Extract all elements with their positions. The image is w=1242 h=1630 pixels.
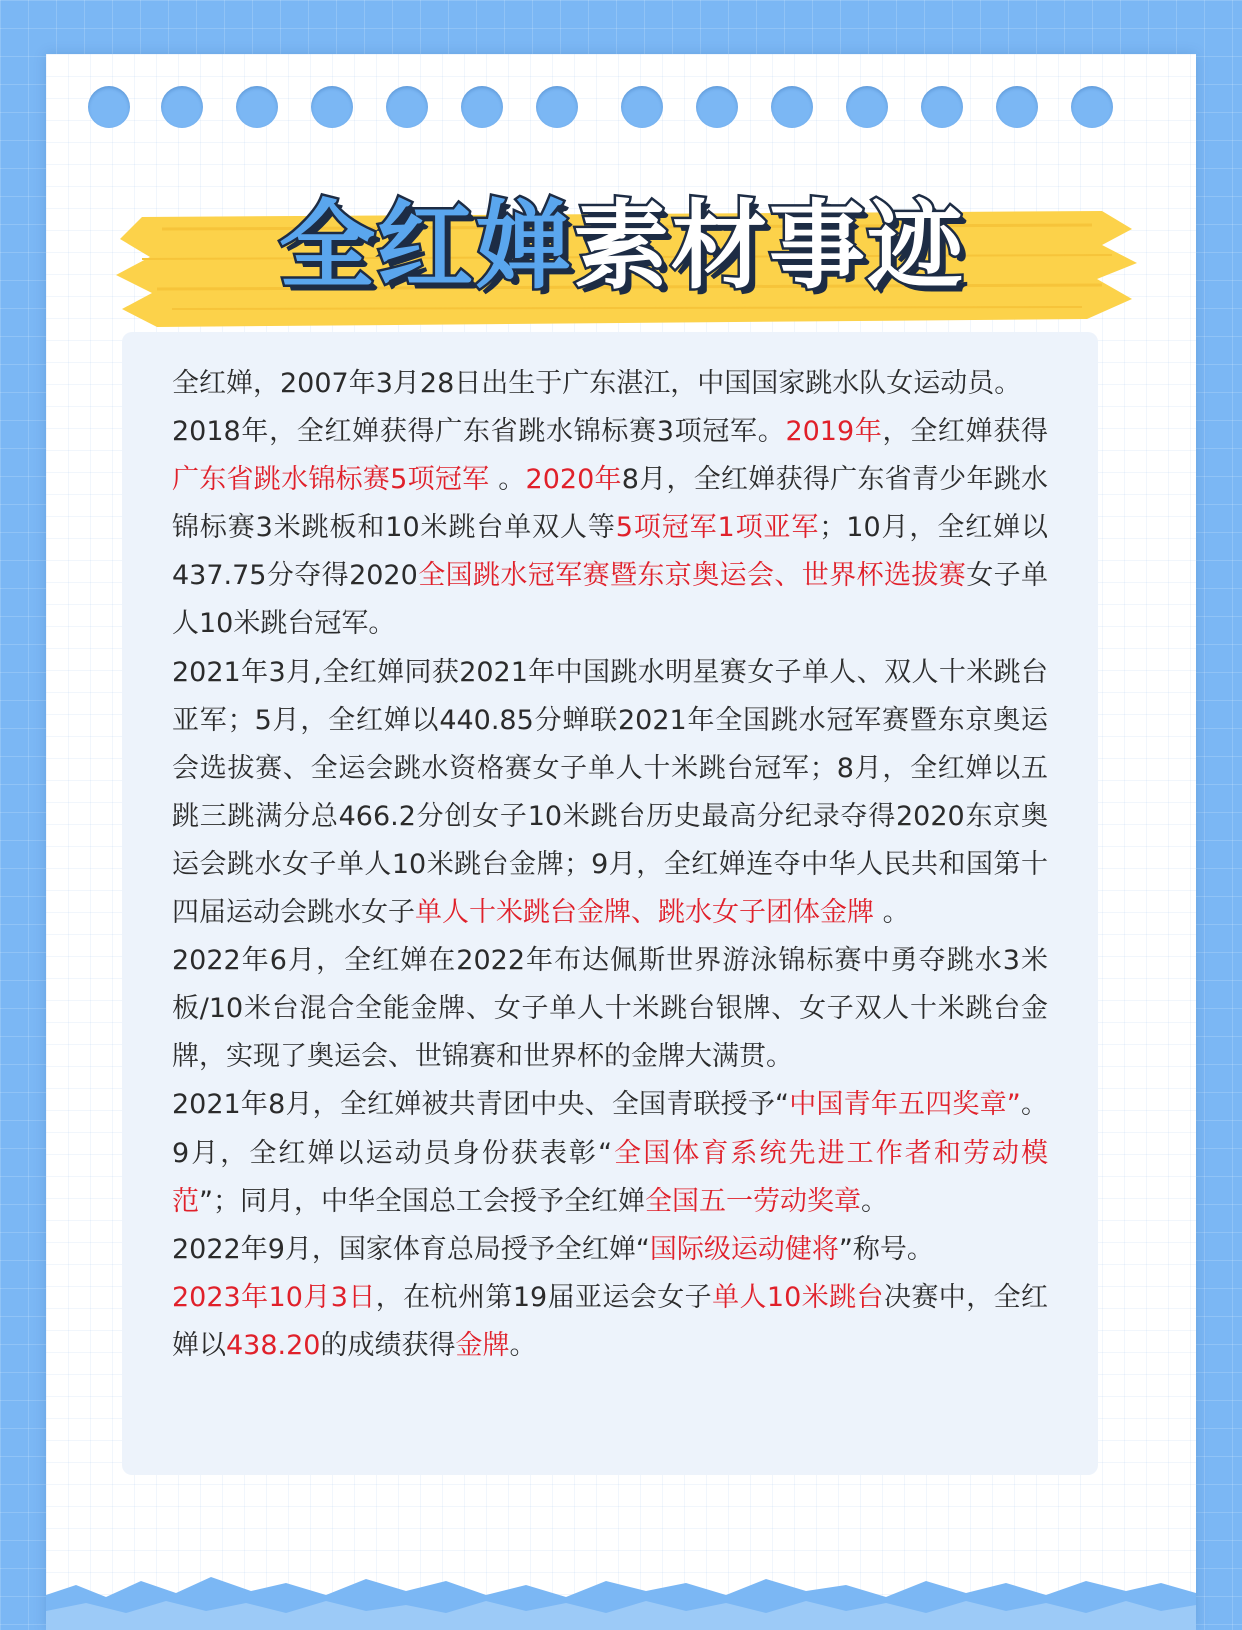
binder-hole bbox=[236, 86, 278, 128]
highlight-text: 全国跳水冠军赛暨东京奥运会、世界杯选拔赛 bbox=[417, 560, 967, 592]
binder-hole bbox=[696, 86, 738, 128]
paragraph-2 bbox=[172, 408, 1048, 648]
binder-hole bbox=[771, 86, 813, 128]
binder-hole bbox=[161, 86, 203, 128]
paper-sheet bbox=[46, 54, 1196, 1630]
body-text: 2021年3月,全红婵同获2021年中国跳水明星赛女子单人、双人十米跳台亚军；5月，全红婵以440.85分蝉联2021年全国跳水冠军赛暨东京奥运会选拔赛、全运会跳水资格赛女子单人十米跳台冠军；8月，全红婵以五跳三跳满分总466.2分创女子10米跳台历史最高分纪录夺得2020东京奥运会跳水女子单人10米跳台金牌；9月，全红婵连夺中华人民共和国第十四届运动会跳水女子 bbox=[172, 656, 1048, 929]
body-text: 女子单人10米跳台冠军。 bbox=[172, 560, 1049, 640]
paragraph-5 bbox=[172, 1081, 1048, 1225]
highlight-text: 5项冠军1项亚军 bbox=[615, 512, 820, 544]
binder-hole bbox=[846, 86, 888, 128]
highlight-text: 中国青年五四奖章” bbox=[789, 1089, 1021, 1121]
body-text: 。9月，全红婵以运动员身份获表彰“ bbox=[172, 1089, 1048, 1169]
body-text: 。 bbox=[489, 464, 526, 496]
paragraph-3 bbox=[172, 649, 1048, 938]
body-text: 2022年9月，国家体育总局授予全红婵“ bbox=[172, 1233, 650, 1265]
article-text bbox=[172, 360, 1048, 1370]
content-card bbox=[122, 332, 1098, 1475]
highlight-text: 国际级运动健将 bbox=[649, 1233, 839, 1265]
body-text: 2018年，全红婵获得广东省跳水锦标赛3项冠军。 bbox=[172, 416, 786, 448]
highlight-text: 全国五一劳动奖章 bbox=[645, 1185, 861, 1217]
binder-hole bbox=[386, 86, 428, 128]
highlight-text: 单人10米跳台 bbox=[712, 1281, 884, 1313]
binder-hole bbox=[1071, 86, 1113, 128]
title-name: 全红婵 bbox=[279, 190, 573, 302]
highlight-text: 金牌 bbox=[455, 1329, 510, 1361]
body-text: ，在杭州第19届亚运会女子 bbox=[375, 1281, 713, 1313]
binder-hole bbox=[88, 86, 130, 128]
page-title bbox=[102, 191, 1142, 301]
highlight-text: 广东省跳水锦标赛5项冠军 bbox=[172, 464, 490, 496]
body-text: 全红婵，2007年3月28日出生于广东湛江，中国国家跳水队女运动员。 bbox=[172, 368, 1022, 399]
highlight-text: 2023年10月3日 bbox=[172, 1281, 376, 1313]
title-area bbox=[102, 159, 1142, 349]
highlight-text: 单人十米跳台金牌、跳水女子团体金牌 bbox=[415, 897, 874, 929]
binder-hole bbox=[536, 86, 578, 128]
torn-paper-edge bbox=[46, 1555, 1196, 1630]
title-suffix: 素材事迹 bbox=[573, 190, 965, 302]
binder-hole bbox=[921, 86, 963, 128]
binder-holes bbox=[46, 86, 1196, 130]
binder-hole bbox=[311, 86, 353, 128]
highlight-text: 全国体育系统先进工作者和劳动模范 bbox=[172, 1137, 1049, 1217]
body-text: ”；同月，中华全国总工会授予全红婵 bbox=[199, 1185, 645, 1217]
body-text: 。 bbox=[509, 1329, 537, 1361]
body-text: 2022年6月，全红婵在2022年布达佩斯世界游泳锦标赛中勇夺跳水3米板/10米台混合全能金牌、女子单人十米跳台银牌、女子双人十米跳台金牌，实现了奥运会、世锦赛和世界杯的金牌大满贯。 bbox=[172, 945, 1048, 1073]
body-text: ”称号。 bbox=[838, 1233, 934, 1265]
highlight-text: 438.20 bbox=[226, 1329, 321, 1361]
highlight-text: 2020年 bbox=[525, 464, 622, 496]
body-text: 。 bbox=[861, 1185, 888, 1217]
body-text: 8月，全红婵获得广东省青少年跳水锦标赛3米跳板和10米跳台单双人等 bbox=[172, 464, 1048, 544]
paragraph-1 bbox=[172, 360, 1048, 408]
body-text: 的成绩获得 bbox=[320, 1329, 456, 1361]
binder-hole bbox=[621, 86, 663, 128]
paragraph-7 bbox=[172, 1274, 1048, 1370]
binder-hole bbox=[996, 86, 1038, 128]
body-text: 。 bbox=[874, 897, 910, 929]
paragraph-4 bbox=[172, 937, 1048, 1081]
paragraph-6 bbox=[172, 1226, 1048, 1274]
body-text: 2021年8月，全红婵被共青团中央、全国青联授予“ bbox=[172, 1089, 790, 1121]
body-text: ，全红婵获得 bbox=[882, 416, 1049, 448]
binder-hole bbox=[461, 86, 503, 128]
body-text: 决赛中，全红婵以 bbox=[172, 1281, 1049, 1361]
highlight-text: 2019年 bbox=[785, 416, 883, 448]
body-text: ；10月，全红婵以437.75分夺得2020 bbox=[172, 512, 1048, 592]
